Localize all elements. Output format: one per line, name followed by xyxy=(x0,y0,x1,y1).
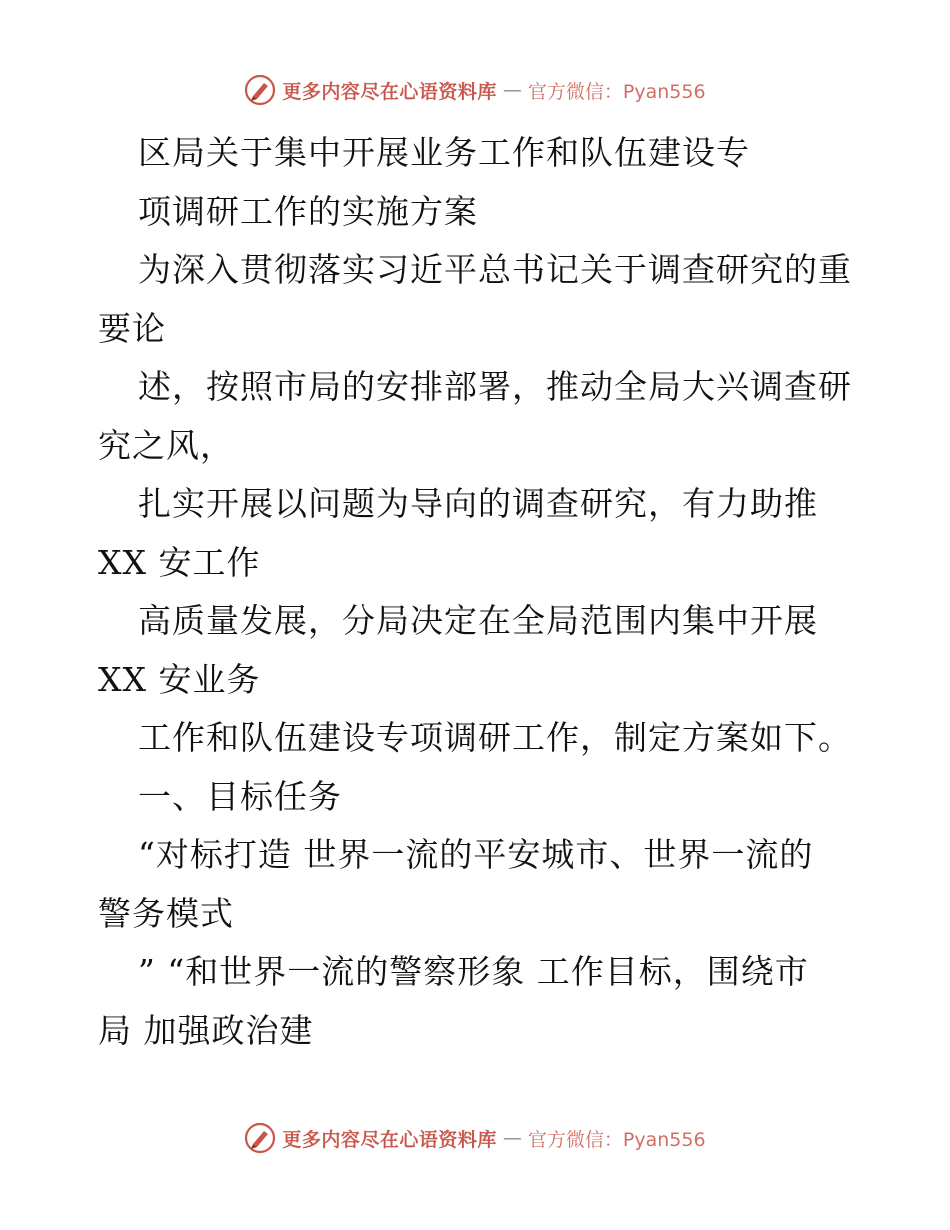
pen-circle-logo-icon xyxy=(244,1122,276,1154)
footer-watermark xyxy=(0,1122,950,1154)
document-line: 警务模式 xyxy=(98,893,234,933)
watermark-separator: — xyxy=(502,79,522,101)
watermark-wechat-text: 官方微信：Pyan556 xyxy=(527,80,706,103)
watermark-main-text: 更多内容尽在心语资料库 xyxy=(282,1128,497,1151)
document-line: 究之风， xyxy=(98,425,234,465)
document-body xyxy=(98,124,858,1060)
header-watermark xyxy=(0,74,950,106)
document-line: XX 安业务 xyxy=(98,659,261,699)
watermark-wechat-text: 官方微信：Pyan556 xyxy=(527,1128,706,1151)
pen-circle-logo-icon xyxy=(244,74,276,106)
document-line: 要论 xyxy=(98,308,166,348)
document-line: XX 安工作 xyxy=(98,542,261,582)
document-line: 为深入贯彻落实习近平总书记关于调查研究的重 xyxy=(138,250,852,289)
document-line: 工作和队伍建设专项调研工作，制定方案如下。 xyxy=(138,718,852,757)
document-line: 一、目标任务 xyxy=(138,776,342,816)
document-line: ” “和世界一流的警察形象 工作目标，围绕市 xyxy=(138,952,809,991)
document-line: 局 加强政治建 xyxy=(98,1010,314,1050)
document-line: 高质量发展，分局决定在全局范围内集中开展 xyxy=(138,601,818,640)
watermark-main-text: 更多内容尽在心语资料库 xyxy=(282,80,497,103)
document-line: 述，按照市局的安排部署，推动全局大兴调查研 xyxy=(138,367,852,406)
document-line: “对标打造 世界一流的平安城市、世界一流的 xyxy=(138,835,814,874)
document-line: 扎实开展以问题为导向的调查研究，有力助推 xyxy=(138,484,818,523)
document-line: 区局关于集中开展业务工作和队伍建设专 xyxy=(138,133,750,172)
document-line: 项调研工作的实施方案 xyxy=(138,191,478,231)
watermark-separator: — xyxy=(502,1127,522,1149)
